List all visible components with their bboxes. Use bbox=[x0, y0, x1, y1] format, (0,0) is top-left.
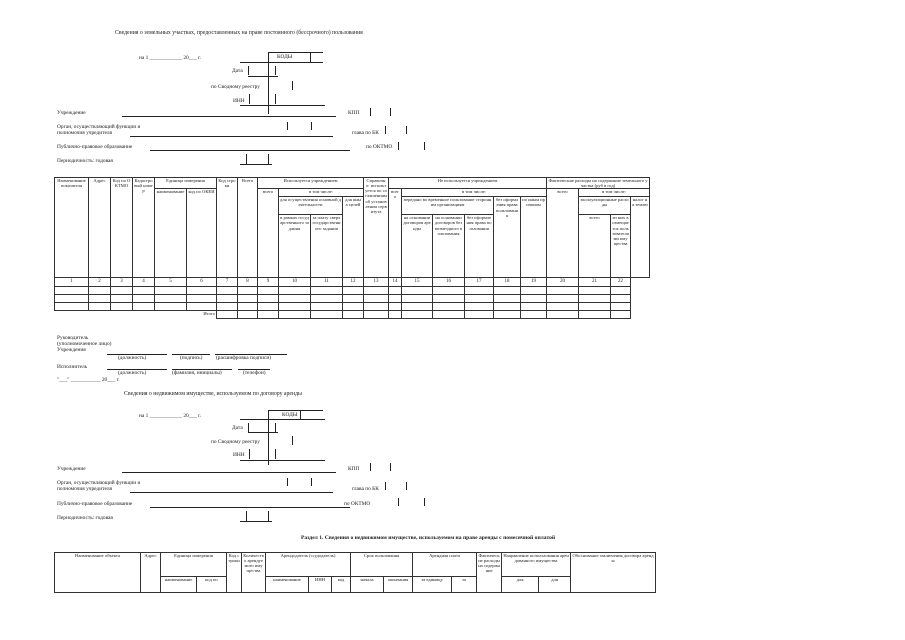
t1-h-nu-incl: в том числе: bbox=[402, 189, 547, 197]
form2-date-line: на 1 ____________ 20___ г. bbox=[139, 413, 202, 419]
form2-periodichnost-label: Периодичность: годовая bbox=[57, 515, 113, 521]
sig-rasshifrovka: (расшифровка подписи) bbox=[216, 355, 272, 361]
t1-col-num: 17 bbox=[465, 278, 494, 287]
sig-fio: (фамилия, инициалы) bbox=[172, 370, 222, 376]
t1-h-unit-name: наименование bbox=[155, 189, 187, 278]
form2-uchrezhdenie-label: Учреждение bbox=[57, 466, 86, 472]
form2-glava-label: глава по БК bbox=[352, 486, 379, 492]
t2-h-qty: Количество арендуемого имущества bbox=[242, 553, 266, 593]
t1-h-name: Наименование показателя bbox=[55, 178, 89, 278]
t1-h-no-docs: без оформления права пользования bbox=[494, 197, 521, 278]
t1-col-num: 21 bbox=[579, 278, 611, 287]
form2-organ-label-2: полномочия учредителя bbox=[57, 486, 113, 492]
t1-col-num: 9 bbox=[258, 278, 279, 287]
sig-ispolnitel: Исполнитель bbox=[57, 364, 88, 370]
t1-h-used: Используется учреждением bbox=[258, 178, 364, 189]
form1-uchrezhdenie-label: Учреждение bbox=[57, 110, 86, 116]
t1-col-num: 12 bbox=[343, 278, 364, 287]
table-row[interactable] bbox=[55, 295, 650, 303]
form1-oktmo-label: по ОКТМО bbox=[366, 144, 393, 150]
table-row[interactable] bbox=[55, 303, 650, 311]
form1-reestr-label: по Сводному реестру bbox=[211, 84, 260, 90]
t2-h-term-end: окончания bbox=[384, 577, 413, 593]
form2-kody-label: КОДЫ bbox=[282, 412, 298, 418]
form2-pub-obr-label: Публично-правовое образование bbox=[57, 501, 133, 507]
t2-h-rent-unit: за единицу bbox=[413, 577, 452, 593]
t1-col-num: 6 bbox=[187, 278, 217, 287]
t1-col-num: 2 bbox=[89, 278, 111, 287]
t1-col-num: 22 bbox=[611, 278, 631, 287]
t1-h-no-docs-2: без оформления права пользования bbox=[465, 215, 494, 278]
form2-date-label: Дата bbox=[232, 425, 243, 431]
form1-title: Сведения о земельных участках, предоставленных на праве постоянного (бессрочного) пользования bbox=[115, 30, 363, 36]
section1-title: Раздел 1. Сведения о недвижимом имуществе, используемом на праве аренды с помесячной оплатой bbox=[301, 535, 556, 541]
t1-h-address: Адрес bbox=[89, 178, 111, 278]
t1-h-kod-stroki: Код строки bbox=[217, 178, 238, 278]
t2-h-dir-a: для bbox=[502, 577, 539, 593]
table-row[interactable] bbox=[55, 287, 650, 295]
form2-oktmo-label: по ОКТМО bbox=[344, 501, 371, 507]
form2-kpp-label: КПП bbox=[348, 466, 360, 472]
t1-col-num: 10 bbox=[279, 278, 311, 287]
t1-h-free: на основании договоров безвозмездного пользования bbox=[433, 215, 465, 278]
form1-date-line: на 1 ____________ 20___ г. bbox=[139, 55, 202, 61]
t2-h-kod-stroki: Код строки bbox=[227, 553, 242, 593]
t1-h-exp-total: всего bbox=[579, 215, 611, 278]
t2-h-lessor-name: наименование bbox=[266, 577, 309, 593]
t2-h-lessor-inn: ИНН bbox=[309, 577, 332, 593]
form1-organ-label-2: полномочия учредителя bbox=[57, 130, 113, 136]
sig-upoln: (уполномоченное лицо) bbox=[57, 341, 112, 347]
t2-h-direction: Направление использования арендованного имущества bbox=[502, 553, 571, 577]
t2-h-unit-okei: код по bbox=[197, 577, 227, 593]
t1-h-kadastr: Кадастровый номер bbox=[133, 178, 155, 278]
t1-h-not-used: Не используется учреждением bbox=[389, 178, 547, 189]
t2-h-unit: Единица измерения bbox=[161, 553, 227, 577]
t1-col-num: 20 bbox=[547, 278, 579, 287]
t1-h-other: для иных целей bbox=[343, 197, 364, 278]
t2-h-term: Срок пользования bbox=[351, 553, 413, 577]
t1-h-tax: налог на землю bbox=[631, 197, 650, 278]
t2-h-unit-name: наименование bbox=[161, 577, 197, 593]
sig-uchrezhdeniya: Учреждения bbox=[57, 347, 86, 353]
t1-h-exp-reimb: из них возмещается пользователями имущества bbox=[611, 215, 631, 278]
t1-col-num: 7 bbox=[217, 278, 238, 287]
sig-dolzhnost-2: (должность) bbox=[118, 370, 147, 376]
t1-h-transferred: передано во временное пользование сторонним организациям bbox=[402, 197, 494, 215]
t1-col-num: 18 bbox=[494, 278, 521, 287]
t2-h-term-start: начала bbox=[351, 577, 384, 593]
t2-h-lessor: Арендодатель (ссудодатель) bbox=[266, 553, 351, 577]
t1-col-num: 1 bbox=[55, 278, 89, 287]
form2-title: Сведения о недвижимом имуществе, используемом по договору аренды bbox=[124, 391, 302, 397]
t1-h-act-total: всего bbox=[547, 189, 579, 278]
t2-h-object: Наименование объекта bbox=[55, 553, 141, 593]
t1-h-other-reasons: по иным причинам bbox=[521, 197, 547, 278]
t1-h-spravochno: Справочно: используется по соглашениям об установлении сервитута bbox=[364, 178, 389, 278]
form1-glava-label: глава по БК bbox=[352, 130, 379, 136]
t1-h-act-incl: в том числе: bbox=[579, 189, 650, 197]
land-table bbox=[54, 177, 650, 319]
t1-h-lease: на основании договоров аренды bbox=[402, 215, 433, 278]
form2-organ-label-1: Орган, осуществляющий функции и bbox=[57, 480, 141, 486]
t2-h-actual: Фактические расходы на содержание bbox=[477, 553, 502, 593]
t1-col-num: 11 bbox=[311, 278, 343, 287]
t1-h-main: для осуществления основной деятельности bbox=[279, 197, 343, 215]
t1-h-oktmo: Код по ОКТМО bbox=[111, 178, 133, 278]
form1-inn-label: ИНН bbox=[233, 98, 245, 104]
form1-kody-label: КОДЫ bbox=[277, 54, 293, 60]
t1-h-gz: в рамках государственного задания bbox=[279, 215, 311, 278]
lease-table bbox=[54, 552, 656, 593]
t1-h-unit: Единица измерения bbox=[155, 178, 217, 189]
t2-h-rent: Арендная плата bbox=[413, 553, 477, 577]
t2-h-address: Адрес bbox=[141, 553, 161, 593]
form1-periodichnost-label: Периодичность: годовая bbox=[57, 158, 113, 164]
t1-h-unit-okei: код по ОКЕИ bbox=[187, 189, 217, 278]
t1-h-actual: Фактические расходы на содержание земельного участка (руб в год) bbox=[548, 178, 648, 189]
t1-h-used-total: всего bbox=[258, 189, 279, 278]
t1-col-num: 13 bbox=[364, 278, 389, 287]
form1-pub-obr-label: Публично-правовое образование bbox=[57, 144, 133, 150]
t1-itogo-label: Итого bbox=[55, 311, 217, 319]
t1-col-num: 14 bbox=[389, 278, 402, 287]
t1-h-fee: за плату сверх государственного задания bbox=[311, 215, 343, 278]
form2-inn-label: ИНН bbox=[233, 452, 245, 458]
form1-date-label: Дата bbox=[232, 68, 243, 74]
t2-h-basis: Обоснование заключения договора аренды bbox=[571, 553, 656, 593]
t1-col-num: 3 bbox=[111, 278, 133, 287]
t1-col-num: 19 bbox=[521, 278, 547, 287]
t1-h-nu-total: всего bbox=[389, 189, 402, 278]
t1-col-num: 16 bbox=[433, 278, 465, 287]
sig-date: "___" ___________ 20___ г. bbox=[57, 377, 120, 383]
t1-h-exploit: эксплуатационные расходы bbox=[579, 197, 631, 215]
t1-col-num: 4 bbox=[133, 278, 155, 287]
sig-dolzhnost: (должность) bbox=[118, 355, 147, 361]
t1-h-incl: в том числе: bbox=[279, 189, 364, 197]
sig-podpis: (подпись) bbox=[180, 355, 203, 361]
t1-col-num: 15 bbox=[402, 278, 433, 287]
form1-kpp-label: КПП bbox=[348, 110, 360, 116]
form2-reestr-label: по Сводному реестру bbox=[211, 439, 260, 445]
sig-rukovoditel: Руководитель bbox=[57, 335, 89, 341]
t2-h-lessor-kod: код bbox=[332, 577, 351, 593]
t1-col-num: 8 bbox=[238, 278, 258, 287]
table-total-row bbox=[55, 311, 650, 319]
form1-organ-label-1: Орган, осуществляющий функции и bbox=[57, 124, 141, 130]
t2-h-dir-b: для bbox=[539, 577, 571, 593]
sig-telefon: (телефон) bbox=[243, 370, 266, 376]
t1-col-num: 5 bbox=[155, 278, 187, 287]
t2-h-rent-for: за bbox=[452, 577, 477, 593]
t1-h-total: Всего bbox=[238, 178, 258, 278]
t1-numbers-row bbox=[55, 278, 650, 287]
